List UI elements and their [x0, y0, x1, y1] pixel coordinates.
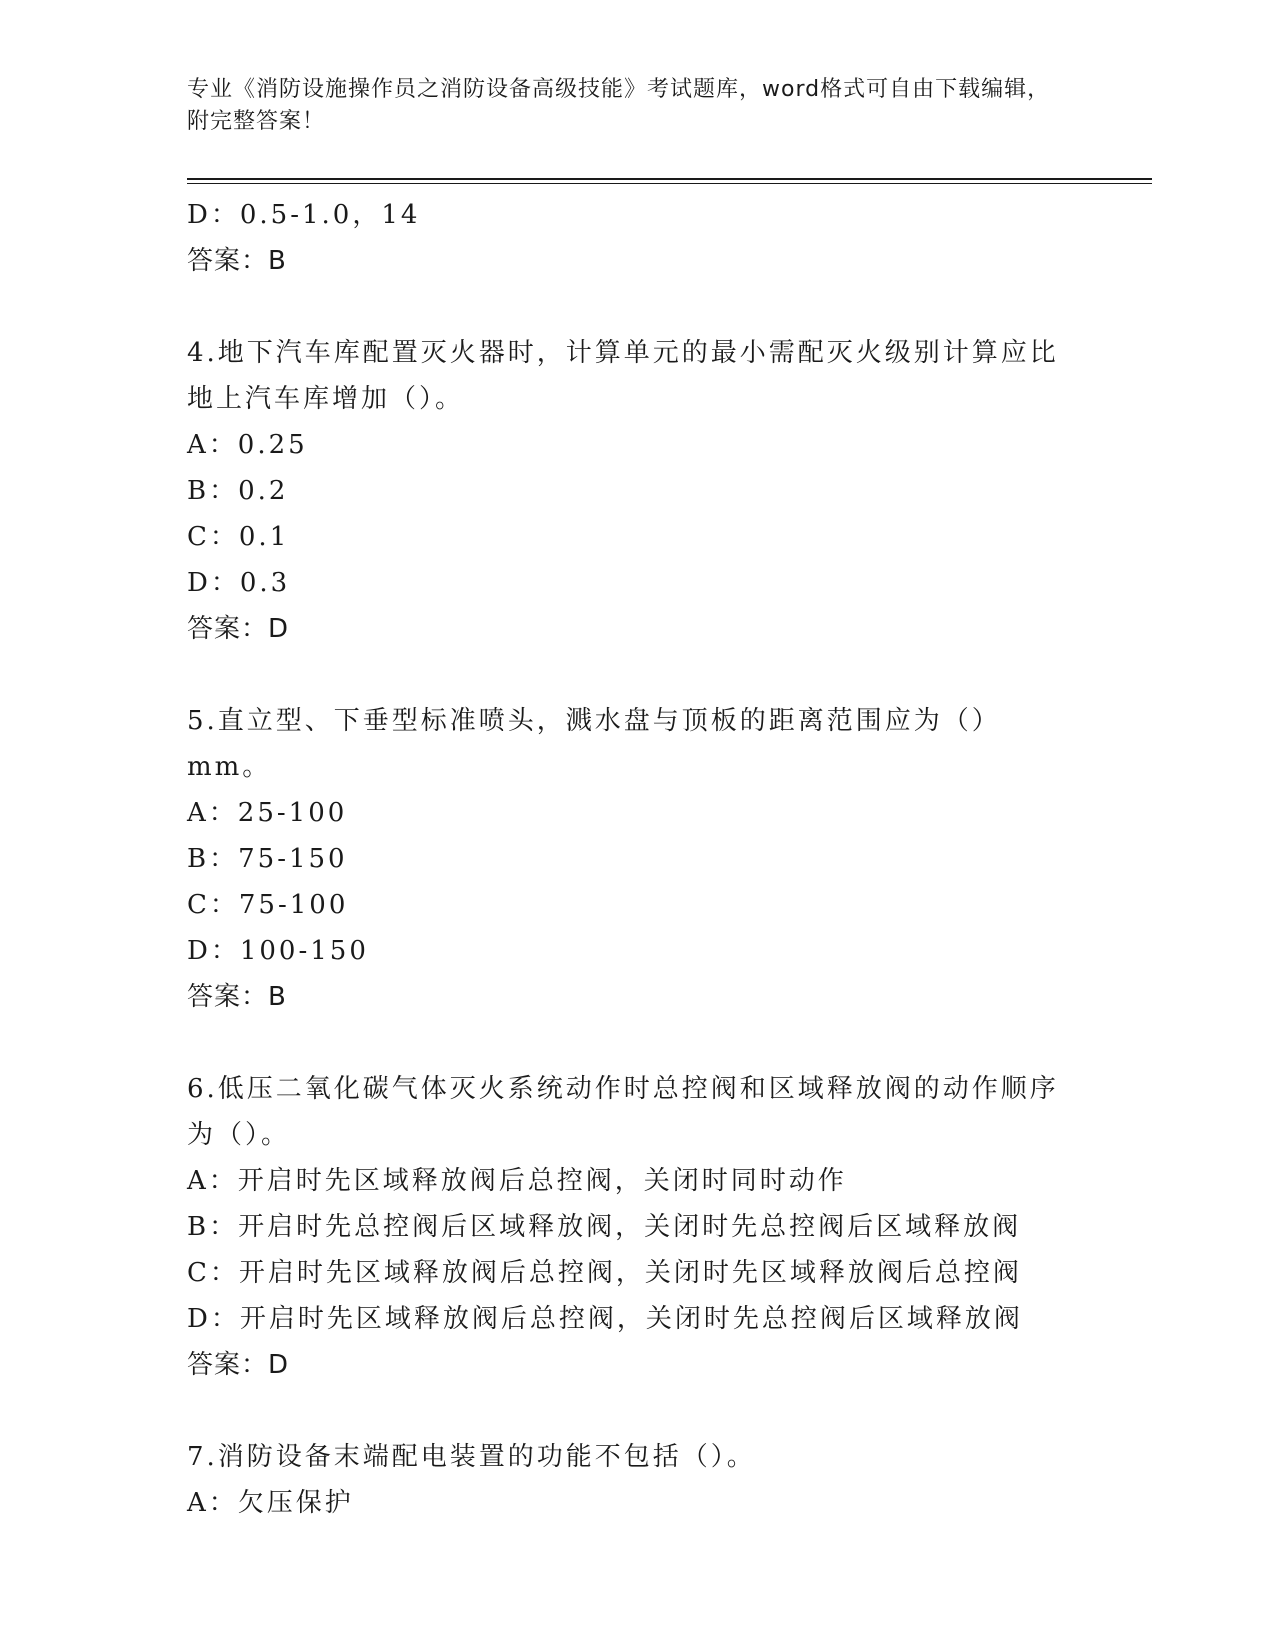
option-d: D：100-150	[187, 936, 369, 966]
answer-line: 答案：D	[187, 614, 290, 644]
spacer	[187, 284, 1067, 330]
option-a: A：25-100	[187, 798, 348, 828]
answer-line: 答案：D	[187, 1350, 290, 1380]
question-text: 4.地下汽车库配置灭火器时，计算单元的最小需配灭火级别计算应比地上汽车库增加（）。	[187, 338, 1059, 414]
spacer	[187, 652, 1067, 698]
question-text: 7.消防设备末端配电装置的功能不包括（）。	[187, 1442, 756, 1472]
question-5	[187, 698, 1067, 1020]
question-3-tail	[187, 192, 1067, 284]
spacer	[187, 1388, 1067, 1434]
header-divider	[187, 178, 1152, 180]
answer-line: 答案：B	[187, 246, 287, 276]
option-c: C：0.1	[187, 522, 290, 552]
header-divider-thin	[187, 183, 1152, 184]
question-text: 5.直立型、下垂型标准喷头，溅水盘与顶板的距离范围应为（）mm。	[187, 706, 1001, 782]
question-list	[187, 192, 1067, 1526]
option-b: B：开启时先总控阀后区域释放阀，关闭时先总控阀后区域释放阀	[187, 1212, 1022, 1242]
option-a: A：0.25	[187, 430, 308, 460]
option-d: D：0.5-1.0，14	[187, 200, 421, 230]
option-b: B：0.2	[187, 476, 289, 506]
page-header: 专业《消防设施操作员之消防设备高级技能》考试题库，word格式可自由下载编辑，附完整答案！	[187, 77, 1051, 134]
option-c: C：开启时先区域释放阀后总控阀，关闭时先区域释放阀后总控阀	[187, 1258, 1022, 1288]
question-4	[187, 330, 1067, 652]
option-b: B：75-150	[187, 844, 348, 874]
option-d: D：开启时先区域释放阀后总控阀，关闭时先总控阀后区域释放阀	[187, 1304, 1023, 1334]
question-6	[187, 1066, 1067, 1388]
question-7	[187, 1434, 1067, 1526]
option-d: D：0.3	[187, 568, 291, 598]
spacer	[187, 1020, 1067, 1066]
question-text: 6.低压二氧化碳气体灭火系统动作时总控阀和区域释放阀的动作顺序为（）。	[187, 1074, 1059, 1150]
option-a: A：开启时先区域释放阀后总控阀，关闭时同时动作	[187, 1166, 847, 1196]
answer-line: 答案：B	[187, 982, 287, 1012]
option-a: A：欠压保护	[187, 1488, 354, 1518]
option-c: C：75-100	[187, 890, 349, 920]
